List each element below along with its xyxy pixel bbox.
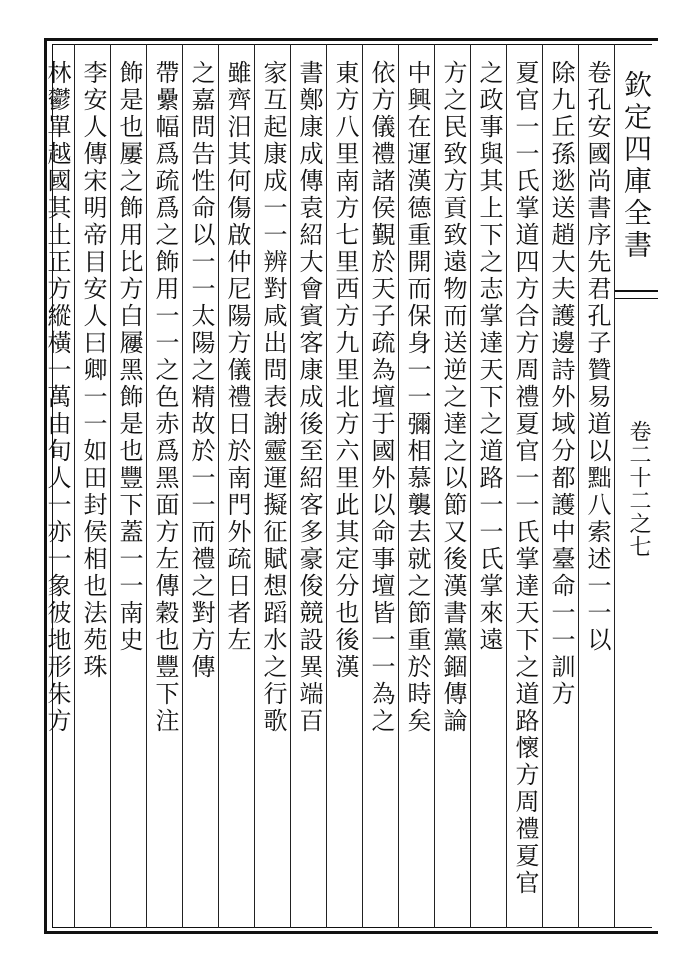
text-column-16: 林鬱單越國其土正方縱橫一萬由旬人一亦一象彼地形朱方: [43, 60, 71, 735]
book-title: 欽定四庫全書: [620, 70, 653, 262]
column-rule: [218, 44, 219, 928]
text-column-1: 卷孔安國尚書序先君孔子贊易道以黜八索述一一以: [583, 60, 611, 654]
column-rule: [290, 44, 291, 928]
column-rule: [506, 44, 507, 928]
column-rule: [326, 44, 327, 928]
column-rule: [434, 44, 435, 928]
text-column-14: 飾是也屢之飾用比方白屨黑飾是也豐下蓋一一南史: [115, 60, 143, 654]
text-column-4: 之政事與其上下之志掌達天下之道路一一氏掌來遠: [475, 60, 503, 654]
text-column-2: 除九丘孫逖送趙大夫護邊詩外域分都護中臺命一一訓方: [547, 60, 575, 708]
text-column-10: 家互起康成一一辨對咸出問表謝靈運擬征賦想蹈水之行歌: [259, 60, 287, 735]
column-rule: [254, 44, 255, 928]
column-rule: [614, 44, 615, 928]
column-rule: [74, 44, 75, 928]
column-rule: [146, 44, 147, 928]
text-column-9: 書鄭康成傳袁紹大會賓客康成後至紹客多豪俊競設異端百: [295, 60, 323, 735]
text-column-7: 依方儀禮諸侯覲於天子疏為壇于國外以命事壇皆一一為之: [367, 60, 395, 735]
text-column-8: 東方八里南方七里西方九里北方六里此其定分也後漢: [331, 60, 359, 681]
text-column-3: 夏官一一氏掌道四方合方周禮夏官一一氏掌達天下之道路懷方周禮夏官: [511, 60, 539, 897]
volume-label: 卷二十二之七: [626, 420, 651, 558]
column-rule: [182, 44, 183, 928]
text-column-12: 之嘉問告性命以一一太陽之精故於一一而禮之對方傳: [187, 60, 215, 681]
text-column-5: 方之民致方貢致遠物而送逆之達之以節又後漢書黨錮傳論: [439, 60, 467, 735]
column-rule: [110, 44, 111, 928]
text-column-15: 李安人傳宋明帝目安人曰卿一一如田封侯相也法苑珠: [79, 60, 107, 681]
column-rule: [542, 44, 543, 928]
column-rule: [470, 44, 471, 928]
column-rule: [398, 44, 399, 928]
text-column-6: 中興在運漢德重開而保身一一彌相慕襲去就之節重於時矣: [403, 60, 431, 735]
column-rule: [362, 44, 363, 928]
column-rule: [578, 44, 579, 928]
header-divider: [614, 290, 658, 299]
text-column-13: 帶纍幅爲疏爲之飾用一一之色赤爲黑面方左傳穀也豐下注: [151, 60, 179, 735]
text-column-11: 雖齊汨其何傷啟仲尼陽方儀禮日於南門外疏日者左: [223, 60, 251, 654]
